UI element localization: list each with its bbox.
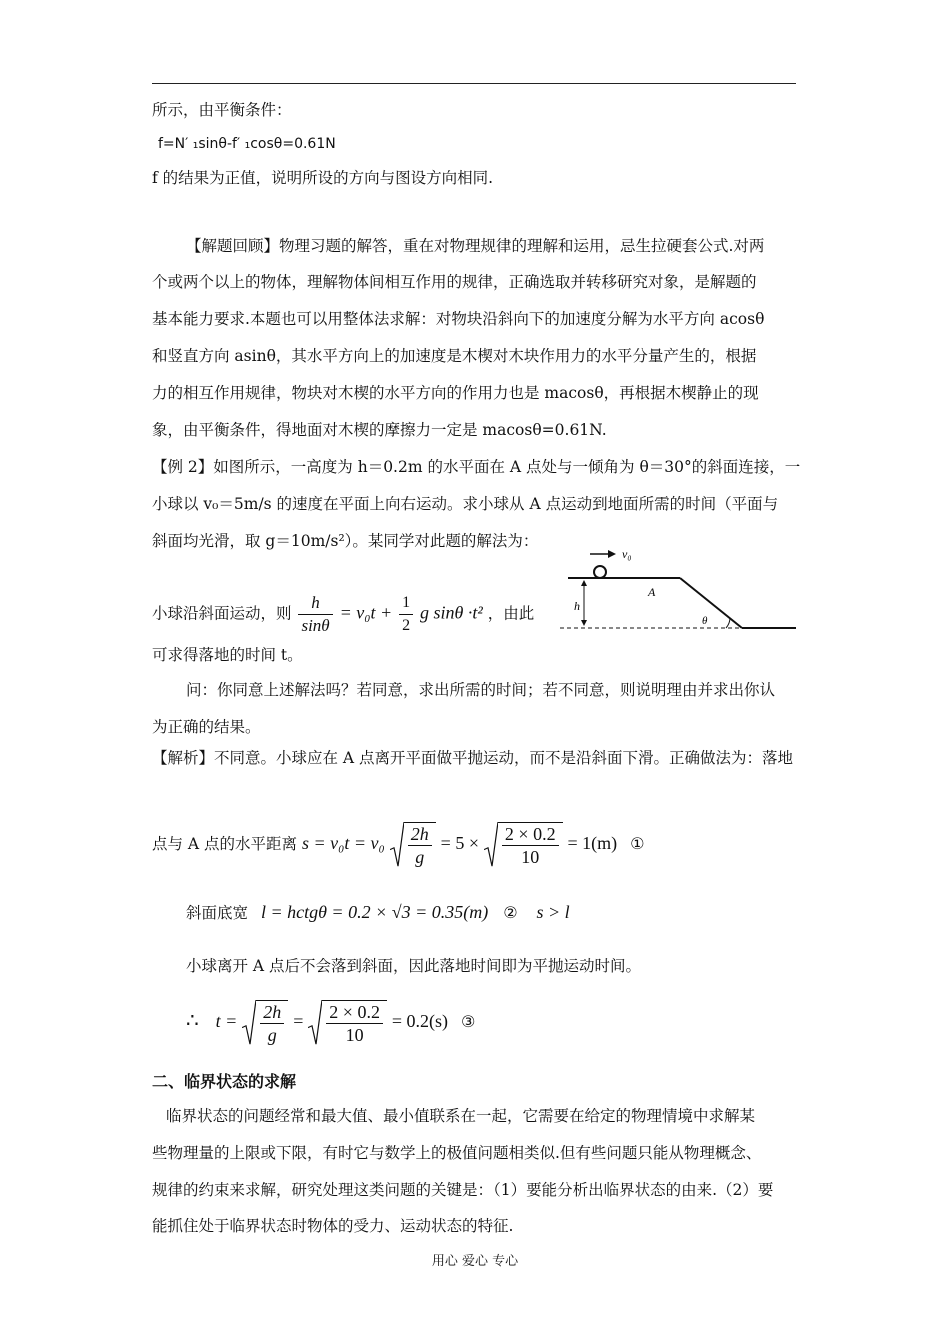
- paragraph-line: 临界状态的问题经常和最大值、最小值联系在一起，它需要在给定的物理情境中求解某: [166, 1107, 756, 1125]
- height-label: h: [574, 599, 580, 613]
- angle-arc: [726, 618, 730, 628]
- sqrt-numeric: $\frac{2 \times 0.2}{10}$: [308, 1000, 387, 1046]
- point-a-label: A: [648, 585, 656, 599]
- equation-line-4: ∴ t = $\frac{2h}{g}$ = $\frac{2 \times 0.2}{10}$ = 0.2(s) ③: [186, 1002, 476, 1045]
- review-paragraph-line: 力的相互作用规律，物块对木楔的水平方向的作用力也是 macosθ，再根据木楔静止的现: [152, 384, 759, 402]
- section-heading: 二、临界状态的求解: [152, 1072, 297, 1091]
- paragraph-line: 规律的约束来求解，研究处理这类问题的关键是：（1）要能分析出临界状态的由来.（2）要: [152, 1181, 774, 1199]
- review-paragraph-line: 基本能力要求.本题也可以用整体法求解：对物块沿斜向下的加速度分解为水平方向 acosθ: [152, 310, 765, 328]
- text-line: 所示，由平衡条件：: [152, 101, 292, 119]
- incline-diagram: [560, 540, 800, 635]
- equation-line-1: 小球沿斜面运动，则 $\frac{h}{\sin\theta}$ = v₀t + $\frac{1}{2}$ g sinθ ·t² ，由此: [152, 593, 535, 635]
- formula-line: f=N′ ₁sinθ-f′ ₁cosθ=0.61N: [158, 136, 336, 152]
- review-paragraph-line: 和竖直方向 asinθ，其水平方向上的加速度是木楔对木块作用力的水平分量产生的，根据: [152, 347, 757, 365]
- answer-line: 小球离开 A 点后不会落到斜面，因此落地时间即为平抛运动时间。: [186, 957, 642, 975]
- velocity-label: v₀: [622, 547, 632, 561]
- velocity-arrowhead: [608, 550, 616, 558]
- equation-line-2: 点与 A 点的水平距离 s = v₀t = v₀ $\frac{2h}{g}$ = 5 × $\frac{2 \times 0.2}{10}$ = 1(m) ①: [152, 824, 645, 867]
- ball: [594, 566, 606, 578]
- text-line: 可求得落地的时间 t。: [152, 646, 303, 664]
- text-line: f 的结果为正值，说明所设的方向与图设方向相同.: [152, 169, 494, 187]
- fraction-one-half: $\frac{1}{2}$: [399, 592, 413, 637]
- answer-line: 【解析】不同意。小球应在 A 点离开平面做平抛运动，而不是沿斜面下滑。正确做法为：落地: [152, 749, 794, 767]
- equation-line-3: 斜面底宽 l = hctgθ = 0.2 × √3 = 0.35(m) ② s > l: [186, 902, 570, 922]
- sqrt-2h-over-g: $\frac{2h}{g}$: [242, 1000, 288, 1046]
- question-line: 为正确的结果。: [152, 718, 261, 736]
- example-line: 小球以 v₀＝5m/s 的速度在平面上向右运动。求小球从 A 点运动到地面所需的时间（平面与: [152, 495, 779, 513]
- paragraph-line: 些物理量的上限或下限，有时它与数学上的极值问题相类似.但有些问题只能从物理概念、: [152, 1144, 762, 1162]
- incline-surface: [680, 578, 742, 628]
- header-rule: [152, 83, 796, 84]
- fraction-h-over-sin: $\frac{h}{\sin\theta}$: [298, 592, 332, 637]
- page-footer: 用心 爱心 专心: [431, 1254, 519, 1269]
- question-line: 问：你同意上述解法吗？若同意，求出所需的时间；若不同意，则说明理由并求出你认: [186, 681, 776, 699]
- sqrt-2h-over-g: $\frac{2h}{g}$: [390, 822, 436, 868]
- sqrt-numeric: $\frac{2 \times 0.2}{10}$: [484, 822, 563, 868]
- review-paragraph-line: 个或两个以上的物体，理解物体间相互作用的规律，正确选取并转移研究对象，是解题的: [152, 273, 757, 291]
- paragraph-line: 能抓住处于临界状态时物体的受力、运动状态的特征.: [152, 1217, 514, 1235]
- review-paragraph-line: 象，由平衡条件，得地面对木楔的摩擦力一定是 macosθ=0.61N.: [152, 421, 607, 439]
- example-line: 斜面均光滑，取 g＝10m/s²）。某同学对此题的解法为：: [152, 532, 539, 550]
- angle-label: θ: [702, 615, 708, 627]
- example-line: 【例 2】如图所示，一高度为 h＝0.2m 的水平面在 A 点处与一倾角为 θ＝30°的斜面连接，一: [152, 458, 801, 476]
- review-paragraph-line: 【解题回顾】物理习题的解答，重在对物理规律的理解和运用，忌生拉硬套公式.对两: [186, 237, 765, 255]
